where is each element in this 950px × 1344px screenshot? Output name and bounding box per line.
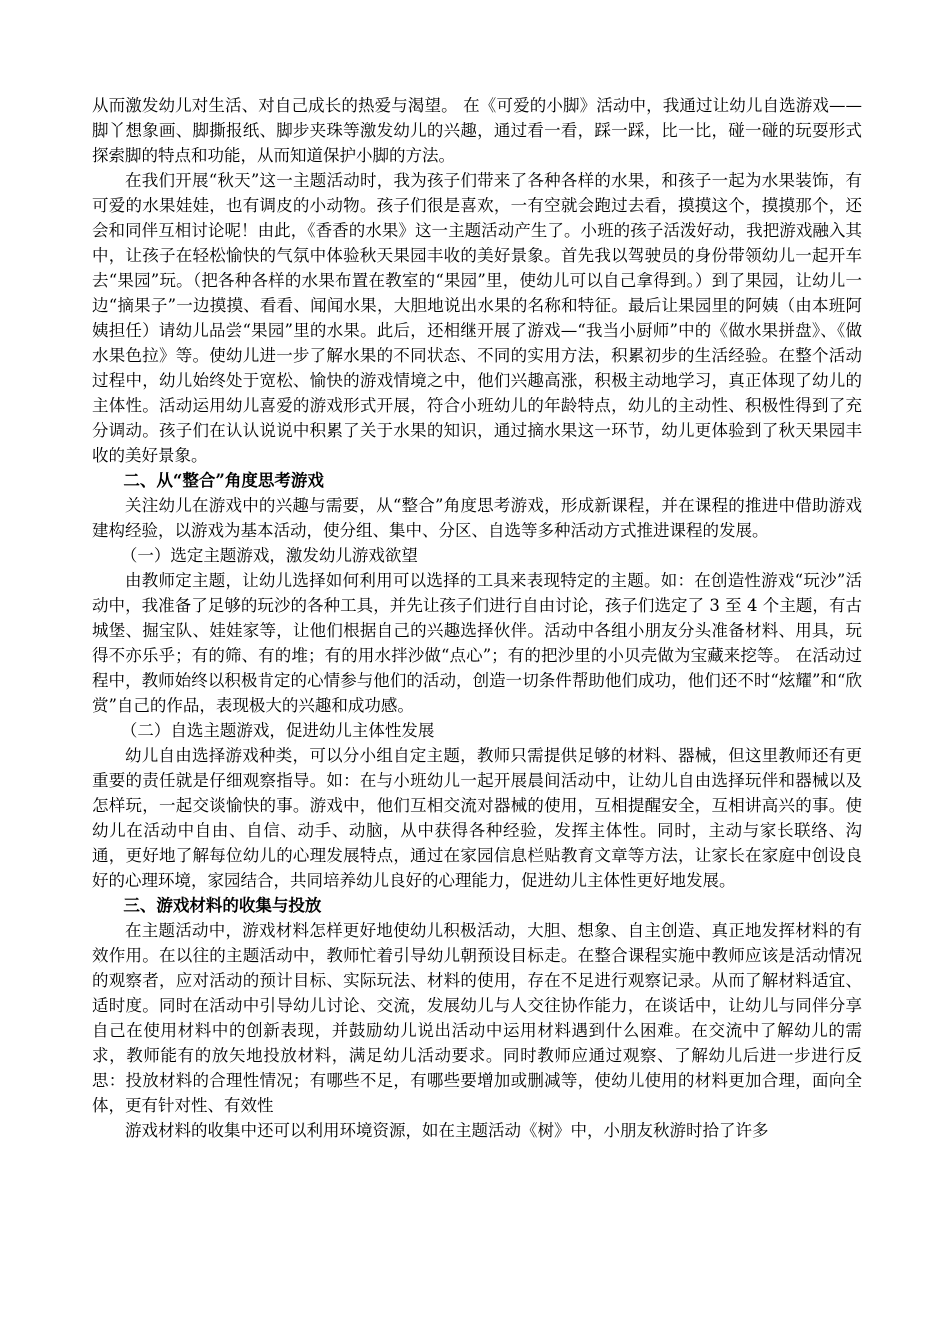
paragraph-autumn-theme: 在我们开展“秋天”这一主题活动时，我为孩子们带来了各种各样的水果，和孩子一起为水果装饰，有可爱的水果娃娃，也有调皮的小动物。孩子们很是喜欢，一有空就会跑过去看，摸摸这个，摸摸那个，还会和同伴互相讨论呢！由此，《香香的水果》这一主题活动产生了。小班的孩子活泼好动，我把游戏融入其中，让孩子在轻松愉快的气氛中体验秋天果园丰收的美好景象。首先我以驾驶员的身份带领幼儿一起开车去“果园”玩。（把各种各样的水果布置在教室的“果园”里，使幼儿可以自己拿得到。）到了果园，让幼儿一边“摘果子”一边摸摸、看看、闻闻水果，大胆地说出水果的名称和特征。最后让果园里的阿姨（由本班阿姨担任）请幼儿品尝“果园”里的水果。此后，还相继开展了游戏—“我当小厨师”中的《做水果拼盘》、《做水果色拉》等。使幼儿进一步了解水果的不同状态、不同的实用方法，积累初步的生活经验。在整个活动过程中，幼儿始终处于宽松、愉快的游戏情境之中，他们兴趣高涨，积极主动地学习，真正体现了幼儿的主体性。活动运用幼儿喜爱的游戏形式开展，符合小班幼儿的年龄特点，幼儿的主动性、积极性得到了充分调动。孩子们在认认说说中积累了关于水果的知识，通过摘水果这一环节，幼儿更体验到了秋天果园丰收的美好景象。	[92, 171, 862, 465]
paragraph-sand-play: 由教师定主题，让幼儿选择如何利用可以选择的工具来表现特定的主题。如：在创造性游戏“玩沙”活动中，我准备了足够的玩沙的各种工具，并先让孩子们进行自由讨论，孩子们选定了 3 至 4 个主题，有古城堡、掘宝队、娃娃家等，让他们根据自己的兴趣选择伙伴。活动中各组小朋友分头准备材料、用具，玩得不亦乐乎；有的筛、有的堆；有的用水拌沙做“点心”；有的把沙里的小贝壳做为宝藏来挖等。 在活动过程中，教师始终以积极肯定的心情参与他们的活动，创造一切条件帮助他们成功，他们还不时“炫耀”和“欣赏”自己的作品，表现极大的兴趣和成功感。	[92, 571, 862, 715]
paragraph-materials: 在主题活动中，游戏材料怎样更好地使幼儿积极活动，大胆、想象、自主创造、真正地发挥材料的有效作用。在以往的主题活动中，教师忙着引导幼儿朝预设目标走。在整合课程实施中教师应该是活动情况的观察者，应对活动的预计目标、实际玩法、材料的使用，存在不足进行观察记录。从而了解材料适宜、适时度。同时在活动中引导幼儿讨论、交流，发展幼儿与人交往协作能力，在谈话中，让幼儿与同伴分享自己在使用材料中的创新表现，并鼓励幼儿说出活动中运用材料遇到什么困难。在交流中了解幼儿的需求，教师能有的放矢地投放材料，满足幼儿活动要求。同时教师应通过观察、了解幼儿后进一步进行反思：投放材料的合理性情况；有哪些不足，有哪些要增加或删减等，使幼儿使用的材料更加合理，面向全体，更有针对性、有效性	[92, 921, 862, 1115]
document-page	[92, 93, 862, 1143]
subheading-2-1: （一）选定主题游戏，激发幼儿游戏欲望	[120, 546, 418, 565]
subheading-2-2: （二）自选主题游戏，促进幼儿主体性发展	[120, 721, 435, 740]
paragraph-intro-continuation: 从而激发幼儿对生活、对自己成长的热爱与渴望。 在《可爱的小脚》活动中，我通过让幼儿自选游戏——脚丫想象画、脚撕报纸、脚步夹珠等激发幼儿的兴趣，通过看一看，踩一踩，比一比，碰一碰的玩耍形式探索脚的特点和功能，从而知道保护小脚的方法。	[92, 96, 862, 165]
section-heading-3: 三、游戏材料的收集与投放	[123, 896, 322, 915]
paragraph-free-choice: 幼儿自由选择游戏种类，可以分小组自定主题，教师只需提供足够的材料、器械，但这里教师还有更重要的责任就是仔细观察指导。如：在与小班幼儿一起开展晨间活动中，让幼儿自由选择玩伴和器械以及怎样玩，一起交谈愉快的事。游戏中，他们互相交流对器械的使用，互相提醒安全，互相讲高兴的事。使幼儿在活动中自由、自信、动手、动脑，从中获得各种经验，发挥主体性。同时，主动与家长联络、沟通，更好地了解每位幼儿的心理发展特点，通过在家园信息栏贴教育文章等方法，让家长在家庭中创设良好的心理环境，家园结合，共同培养幼儿良好的心理能力，促进幼儿主体性更好地发展。	[92, 746, 862, 890]
section-heading-2: 二、从“整合”角度思考游戏	[123, 471, 324, 490]
paragraph-environment: 游戏材料的收集中还可以利用环境资源，如在主题活动《树》中，小朋友秋游时拾了许多	[125, 1121, 769, 1140]
paragraph-integration: 关注幼儿在游戏中的兴趣与需要，从“整合”角度思考游戏，形成新课程，并在课程的推进中借助游戏建构经验，以游戏为基本活动，使分组、集中、分区、自选等多种活动方式推进课程的发展。	[92, 496, 862, 540]
